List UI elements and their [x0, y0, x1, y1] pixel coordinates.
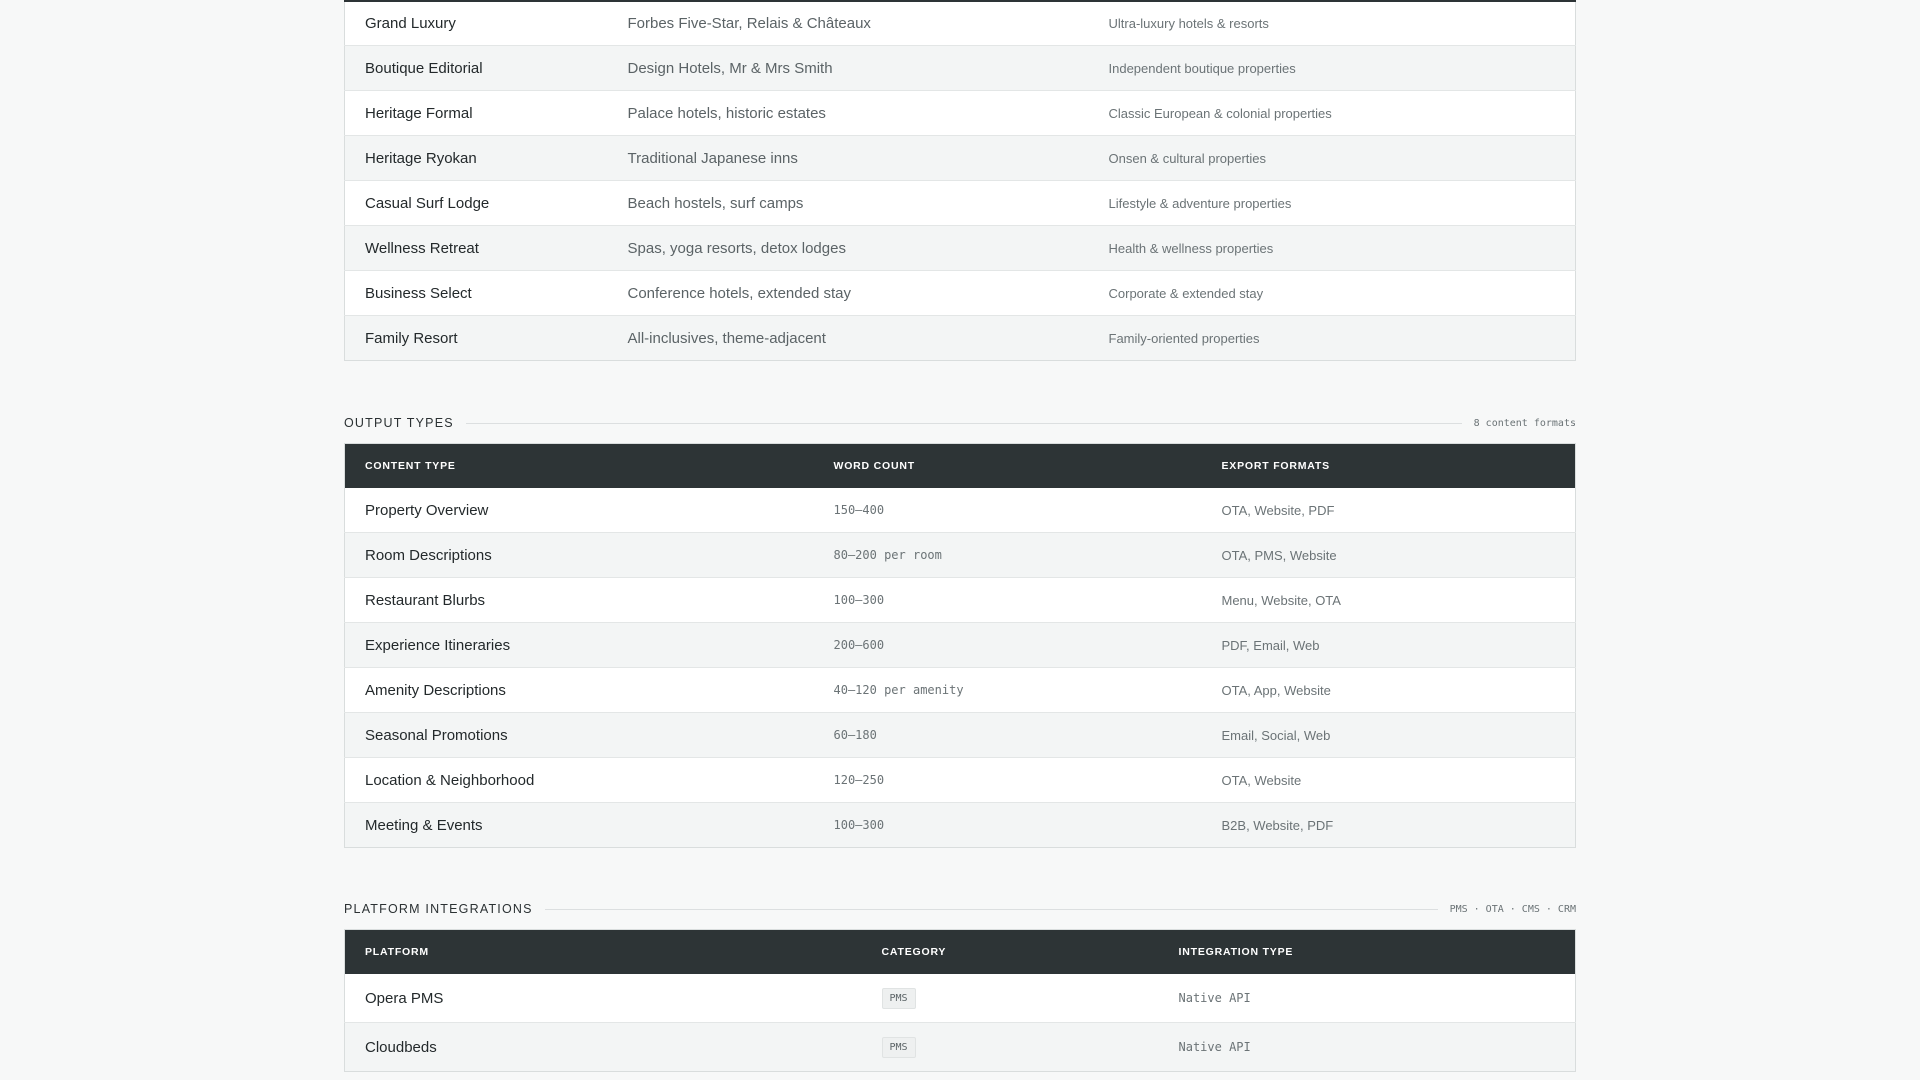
table-header-row: [345, 930, 1576, 975]
tone-examples: Beach hostels, surf camps: [628, 181, 1109, 226]
table-row[interactable]: [345, 46, 1576, 91]
platform-name: Cloudbeds: [345, 1023, 882, 1072]
column-header-export-formats[interactable]: EXPORT FORMATS: [1222, 444, 1576, 489]
export-formats: PDF, Email, Web: [1222, 623, 1576, 668]
column-header-platform[interactable]: PLATFORM: [345, 930, 882, 975]
output-types-table: [344, 443, 1576, 848]
platform-integrations-table: [344, 929, 1576, 1072]
word-count: 200–600: [834, 623, 1222, 668]
column-header-category[interactable]: CATEGORY: [882, 930, 1179, 975]
category-cell: [882, 974, 1179, 1023]
tone-examples: Forbes Five-Star, Relais & Châteaux: [628, 1, 1109, 46]
export-formats: Menu, Website, OTA: [1222, 578, 1576, 623]
content-type: Amenity Descriptions: [345, 668, 834, 713]
content-type: Seasonal Promotions: [345, 713, 834, 758]
column-header-content-type[interactable]: CONTENT TYPE: [345, 444, 834, 489]
column-header-integration-type[interactable]: INTEGRATION TYPE: [1179, 930, 1576, 975]
tone-examples: Palace hotels, historic estates: [628, 91, 1109, 136]
category-cell: [882, 1023, 1179, 1072]
integration-type: Native API: [1179, 1023, 1576, 1072]
tone-properties: Lifestyle & adventure properties: [1109, 181, 1576, 226]
tone-profiles-table: [344, 0, 1576, 361]
tone-properties: Onsen & cultural properties: [1109, 136, 1576, 181]
tone-examples: All-inclusives, theme-adjacent: [628, 316, 1109, 361]
content-container: [344, 0, 1576, 1072]
export-formats: OTA, App, Website: [1222, 668, 1576, 713]
tone-name: Boutique Editorial: [345, 46, 628, 91]
word-count: 80–200 per room: [834, 533, 1222, 578]
table-row[interactable]: [345, 271, 1576, 316]
table-row[interactable]: [345, 91, 1576, 136]
tone-name: Family Resort: [345, 316, 628, 361]
content-type: Property Overview: [345, 488, 834, 533]
tone-name: Heritage Ryokan: [345, 136, 628, 181]
table-row[interactable]: [345, 488, 1576, 533]
platform-integrations-categories: PMS · OTA · CMS · CRM: [1449, 903, 1576, 915]
integration-type: Native API: [1179, 974, 1576, 1023]
table-row[interactable]: [345, 181, 1576, 226]
platform-name: Opera PMS: [345, 974, 882, 1023]
tone-examples: Traditional Japanese inns: [628, 136, 1109, 181]
tone-properties: Classic European & colonial properties: [1109, 91, 1576, 136]
word-count: 100–300: [834, 578, 1222, 623]
category-badge: PMS: [882, 1037, 916, 1058]
tone-properties: Independent boutique properties: [1109, 46, 1576, 91]
content-type: Meeting & Events: [345, 803, 834, 848]
column-header-word-count[interactable]: WORD COUNT: [834, 444, 1222, 489]
tone-name: Heritage Formal: [345, 91, 628, 136]
tone-examples: Conference hotels, extended stay: [628, 271, 1109, 316]
tone-examples: Design Hotels, Mr & Mrs Smith: [628, 46, 1109, 91]
output-types-count: 8 content formats: [1473, 417, 1576, 429]
tone-name: Business Select: [345, 271, 628, 316]
content-type: Location & Neighborhood: [345, 758, 834, 803]
table-header-row: [345, 444, 1576, 489]
export-formats: OTA, Website, PDF: [1222, 488, 1576, 533]
word-count: 60–180: [834, 713, 1222, 758]
tone-name: Casual Surf Lodge: [345, 181, 628, 226]
tone-properties: Family-oriented properties: [1109, 316, 1576, 361]
tone-name: Wellness Retreat: [345, 226, 628, 271]
tone-properties: Ultra-luxury hotels & resorts: [1109, 1, 1576, 46]
export-formats: B2B, Website, PDF: [1222, 803, 1576, 848]
word-count: 150–400: [834, 488, 1222, 533]
table-row[interactable]: [345, 758, 1576, 803]
output-types-section-header: [344, 415, 1576, 431]
table-row[interactable]: [345, 623, 1576, 668]
tone-properties: Corporate & extended stay: [1109, 271, 1576, 316]
table-row[interactable]: [345, 668, 1576, 713]
table-row[interactable]: [345, 226, 1576, 271]
word-count: 100–300: [834, 803, 1222, 848]
category-badge: PMS: [882, 988, 916, 1009]
word-count: 120–250: [834, 758, 1222, 803]
platform-integrations-title: PLATFORM INTEGRATIONS: [344, 902, 533, 916]
content-type: Restaurant Blurbs: [345, 578, 834, 623]
table-row[interactable]: [345, 136, 1576, 181]
output-types-title: OUTPUT TYPES: [344, 416, 454, 430]
tone-examples: Spas, yoga resorts, detox lodges: [628, 226, 1109, 271]
table-row[interactable]: [345, 533, 1576, 578]
table-row[interactable]: [345, 1023, 1576, 1072]
section-divider: [545, 909, 1438, 910]
export-formats: OTA, PMS, Website: [1222, 533, 1576, 578]
platform-integrations-section-header: [344, 901, 1576, 917]
word-count: 40–120 per amenity: [834, 668, 1222, 713]
content-type: Room Descriptions: [345, 533, 834, 578]
export-formats: Email, Social, Web: [1222, 713, 1576, 758]
section-divider: [466, 423, 1462, 424]
export-formats: OTA, Website: [1222, 758, 1576, 803]
content-type: Experience Itineraries: [345, 623, 834, 668]
tone-properties: Health & wellness properties: [1109, 226, 1576, 271]
table-row[interactable]: [345, 803, 1576, 848]
table-row[interactable]: [345, 1, 1576, 46]
table-row[interactable]: [345, 316, 1576, 361]
table-row[interactable]: [345, 974, 1576, 1023]
tone-name: Grand Luxury: [345, 1, 628, 46]
table-row[interactable]: [345, 578, 1576, 623]
table-row[interactable]: [345, 713, 1576, 758]
